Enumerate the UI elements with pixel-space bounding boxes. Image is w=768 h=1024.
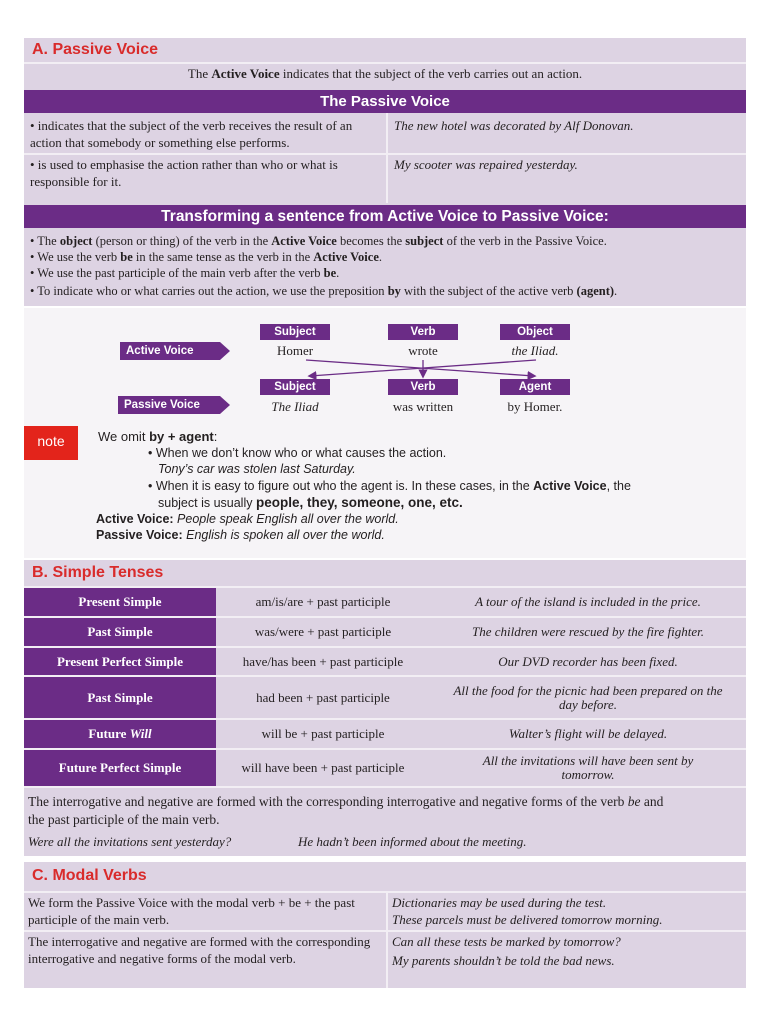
modal-example-3: Can all these tests be marked by tomorrow? (392, 934, 621, 949)
transform-rule-2: • We use the verb be in the same tense as the verb in the Active Voice. (30, 250, 382, 264)
table-row (24, 720, 746, 748)
tense-example: Our DVD recorder has been fixed. (498, 653, 678, 669)
tenses-footer: The interrogative and negative are formed with the corresponding interrogative and negative forms of the verb be and the past participle of the main verb. (28, 794, 664, 827)
active-voice-label: Active Voice (120, 342, 220, 360)
word-by-homer: by Homer. (507, 399, 563, 414)
section-passive-voice (24, 38, 746, 306)
tense-form: will be + past participle (261, 726, 385, 741)
note-badge: note (24, 426, 78, 460)
table-row (24, 618, 746, 646)
note-passive-example: Passive Voice: English is spoken all over the world. (96, 528, 385, 542)
note-bullet-1: • When we don’t know who or what causes the action. (148, 446, 447, 460)
table-row (24, 648, 746, 675)
tense-form: was/were + past participle (254, 624, 392, 639)
voice-diagram (24, 308, 746, 558)
tense-name: Future Perfect Simple (24, 750, 216, 786)
tense-name: Past Simple (24, 677, 216, 718)
word-the-iliad: the Iliad. (511, 343, 559, 358)
section-simple-tenses (24, 560, 746, 856)
tense-example: A tour of the island is included in the price. (475, 594, 701, 609)
table-row (24, 750, 746, 786)
word-the-iliad: The Iliad (271, 399, 319, 414)
word-was-written: was written (392, 399, 454, 414)
note-example-1: Tony’s car was stolen last Saturday. (158, 462, 356, 476)
tense-form: had been + past participle (256, 689, 390, 705)
passive-def-2: • is used to emphasise the action rather than who or what is responsible for it. (30, 157, 338, 189)
tense-example: All the food for the picnic had been prepared on the day before. (453, 682, 723, 712)
passive-voice-header: The Passive Voice (24, 90, 746, 113)
tense-name: Past Simple (24, 618, 216, 646)
section-c-title: C. Modal Verbs (32, 867, 147, 884)
word-wrote: wrote (408, 343, 438, 358)
table-row (24, 588, 746, 616)
tense-example: Walter’s flight will be delayed. (508, 726, 668, 741)
note-bullet-2-line2: subject is usually people, they, someone, one, etc. (158, 495, 463, 510)
transform-header: Transforming a sentence from Active Voice to Passive Voice: (24, 205, 746, 228)
passive-example-2: My scooter was repaired yesterday. (394, 157, 578, 172)
tense-example: The children were rescued by the fire fighter. (471, 624, 705, 639)
tense-form: have/has been + past participle (242, 653, 404, 669)
note-active-example: Active Voice: People speak English all over the world. (96, 512, 399, 526)
modal-rule-1: We form the Passive Voice with the modal verb + be + the past participle of the main verb. (28, 895, 355, 927)
section-modal-verbs (24, 862, 746, 988)
tense-name: Present Perfect Simple (24, 648, 216, 675)
tag-verb: Verb (388, 324, 458, 340)
modal-example-4: My parents shouldn’t be told the bad news. (392, 953, 615, 968)
passive-example-1: The new hotel was decorated by Alf Donovan. (394, 118, 634, 133)
divider (24, 891, 746, 893)
divider (24, 930, 746, 932)
transform-rule-3: • We use the past participle of the main verb after the verb be. (30, 266, 340, 280)
note-omit-heading: We omit by + agent: (98, 429, 218, 444)
tense-example: All the invitations will have been sent by tomorrow. (482, 753, 694, 782)
divider (386, 892, 388, 988)
tense-name: Present Simple (24, 588, 216, 616)
modal-example-2: These parcels must be delivered tomorrow morning. (392, 912, 663, 927)
passive-voice-label: Passive Voice (118, 396, 220, 414)
passive-def-1: • indicates that the subject of the verb receives the result of an action that somebody or something else performs. (30, 118, 353, 150)
tag-verb: Verb (388, 379, 458, 395)
section-b-title: B. Simple Tenses (32, 564, 164, 581)
divider (386, 113, 388, 203)
note-bullet-2: • When it is easy to figure out who the agent is. In these cases, in the Active Voice, the (148, 479, 631, 493)
tag-subject: Subject (260, 324, 330, 340)
transform-rule-1: • The object (person or thing) of the verb in the Active Voice becomes the subject of the verb in the Passive Voice. (30, 234, 607, 248)
tenses-example-1: Were all the invitations sent yesterday? (28, 834, 232, 849)
active-voice-intro: The Active Voice indicates that the subject of the verb carries out an action. (187, 66, 583, 81)
table-row (24, 677, 746, 718)
divider (24, 786, 746, 788)
divider (24, 62, 746, 64)
word-homer: Homer (276, 343, 314, 358)
tense-form: will have been + past participle (241, 760, 405, 775)
tag-agent: Agent (500, 379, 570, 395)
crossing-arrows (24, 308, 746, 438)
tenses-example-2: He hadn’t been informed about the meeting. (298, 834, 527, 849)
transform-rule-4: • To indicate who or what carries out the action, we use the preposition by with the subject of the active verb (agent). (30, 284, 618, 298)
divider (24, 153, 746, 155)
modal-rule-2: The interrogative and negative are formed with the corresponding interrogative and negative forms of the modal verb. (28, 934, 371, 966)
tense-form: am/is/are + past participle (255, 594, 391, 609)
tag-object: Object (500, 324, 570, 340)
tag-subject: Subject (260, 379, 330, 395)
section-a-title: A. Passive Voice (32, 41, 158, 58)
modal-example-1: Dictionaries may be used during the test. (392, 895, 607, 910)
tense-name: Future Will (24, 720, 216, 748)
